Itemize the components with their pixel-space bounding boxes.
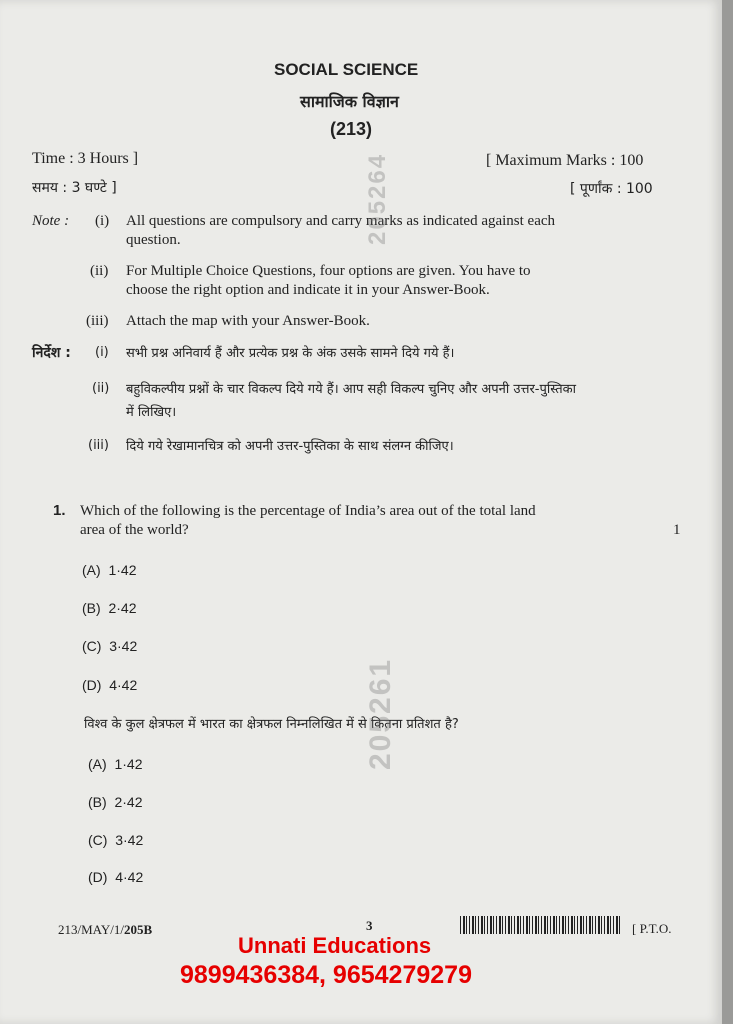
time-label: Time : 3 Hours ] <box>32 150 139 167</box>
note-line-hindi: बहुविकल्पीय प्रश्नों के चार विकल्प दिये गये हैं। आप सही विकल्प चुनिए और अपनी उत्तर-पुस्तिका <box>126 382 577 397</box>
option-b-hindi: (B) 2·42 <box>88 794 143 810</box>
note-line-hindi: में लिखिए। <box>126 405 177 420</box>
brand-phones: 9899436384, 9654279279 <box>180 961 472 989</box>
option-c: (C) 3·42 <box>82 638 138 654</box>
max-marks-label: [ Maximum Marks : 100 <box>486 152 644 169</box>
note-line: choose the right option and indicate it in your Answer-Book. <box>126 282 490 298</box>
note-line: Attach the map with your Answer-Book. <box>126 313 370 329</box>
question-text-hindi: विश्व के कुल क्षेत्रफल में भारत का क्षेत्रफल निम्नलिखित में से कितना प्रतिशत है? <box>84 717 459 732</box>
max-marks-label-hindi: [ पूर्णांक : 100 <box>570 181 653 197</box>
note-line: For Multiple Choice Questions, four options are given. You have to <box>126 263 531 279</box>
pto-label: [ P.T.O. <box>632 921 672 936</box>
option-b: (B) 2·42 <box>82 600 137 616</box>
note-num-hindi: (ii) <box>92 381 110 396</box>
option-d: (D) 4·42 <box>82 677 138 693</box>
note-num-hindi: (iii) <box>88 438 109 453</box>
option-d-hindi: (D) 4·42 <box>88 869 144 885</box>
question-number: 1. <box>53 502 66 519</box>
page-title: SOCIAL SCIENCE <box>274 60 419 79</box>
note-line: question. <box>126 232 181 248</box>
subject-code: (213) <box>330 119 373 139</box>
question-marks: 1 <box>673 522 681 538</box>
note-num: (ii) <box>90 263 109 279</box>
barcode <box>460 916 622 934</box>
note-label-hindi: निर्देश : <box>32 345 71 361</box>
option-c-hindi: (C) 3·42 <box>88 832 144 848</box>
time-label-hindi: समय : 3 घण्टे ] <box>32 180 117 196</box>
question-text: Which of the following is the percentage of India’s area out of the total land <box>80 503 536 519</box>
brand-name: Unnati Educations <box>238 933 432 958</box>
note-label: Note : <box>32 213 70 229</box>
paper-code: 213/MAY/1/205B <box>58 922 153 937</box>
page-title-hindi: सामाजिक विज्ञान <box>300 92 399 111</box>
note-line-hindi: सभी प्रश्न अनिवार्य हैं और प्रत्येक प्रश्न के अंक उसके सामने दिये गये हैं। <box>126 346 455 361</box>
option-a: (A) 1·42 <box>82 562 137 578</box>
note-line-hindi: दिये गये रेखामानचित्र को अपनी उत्तर-पुस्तिका के साथ संलग्न कीजिए। <box>126 439 454 454</box>
note-num-hindi: (i) <box>95 345 109 360</box>
page-number: 3 <box>366 918 373 933</box>
serial-watermark-middle: 205261 <box>364 657 397 770</box>
question-text: area of the world? <box>80 522 189 538</box>
note-line: All questions are compulsory and carry marks as indicated against each <box>126 213 556 229</box>
note-num: (i) <box>95 213 110 229</box>
serial-watermark-top: 205264 <box>364 152 391 245</box>
note-num: (iii) <box>86 313 109 329</box>
option-a-hindi: (A) 1·42 <box>88 756 143 772</box>
